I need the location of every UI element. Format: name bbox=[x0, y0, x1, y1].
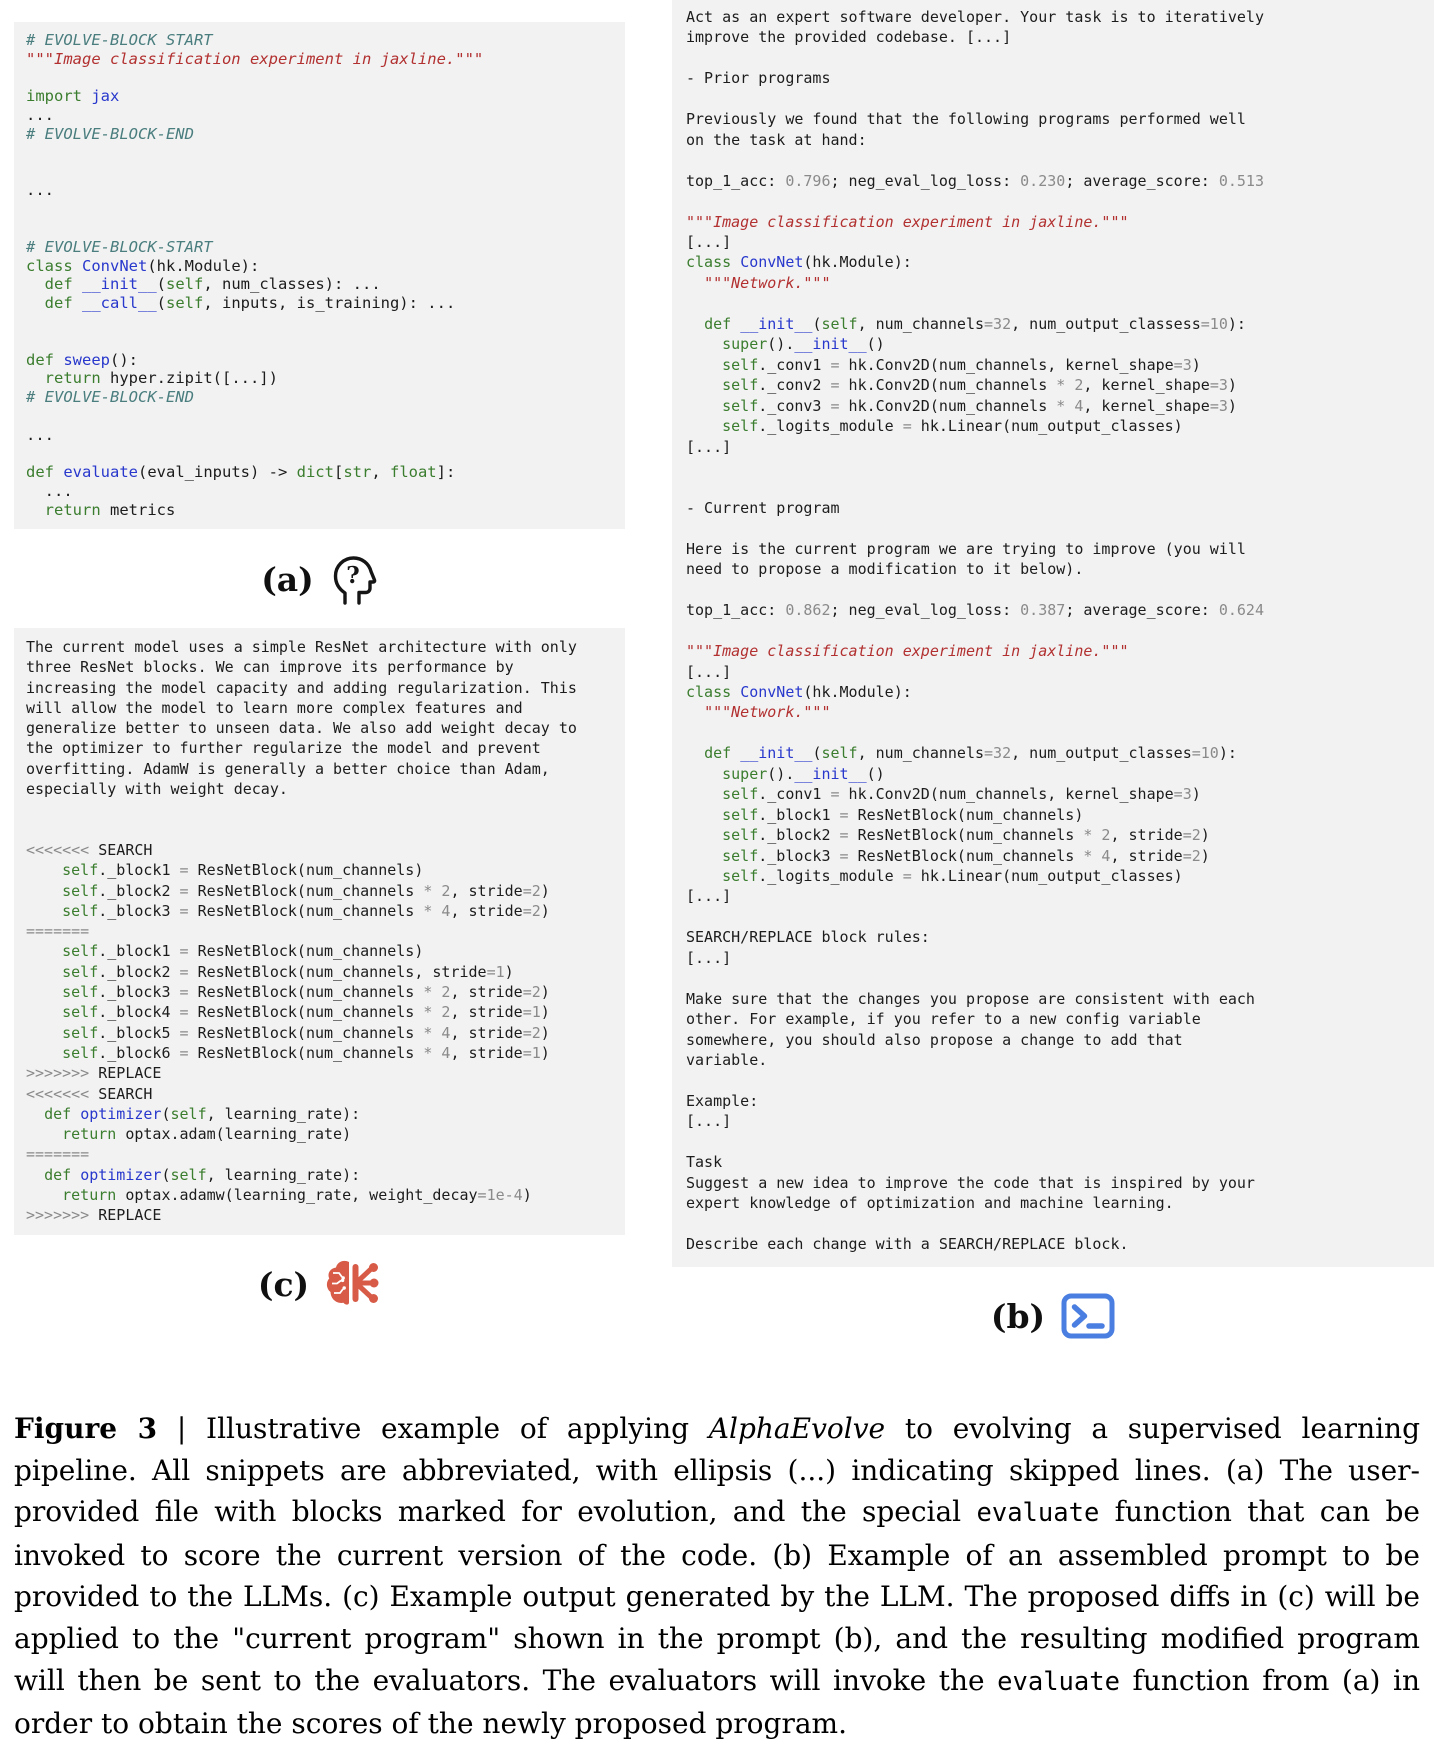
panel-b-label bbox=[672, 1282, 1434, 1350]
assembled-prompt-panel: Act as an expert software developer. Your task is to iteratively improve the provided codebase. [...] - Prior programs Previously we found that the following programs performed well on the task at hand: top_1_acc: 0.796; neg_eval_log_loss: 0.230; average_score: 0.513 """Image classification experiment in jaxline.""" [...] class ConvNet(hk.Module): """Network.""" def __init__(self, num_channels=32, num_output_classess=10): super().__init__() self._conv1 = hk.Conv2D(num_channels, kernel_shape=3) self._conv2 = hk.Conv2D(num_channels * 2, kernel_shape=3) self._conv3 = hk.Conv2D(num_channels * 4, kernel_shape=3) self._logits_module = hk.Linear(num_output_classes) [...] - Current program Here is the current program we are trying to improve (you will need to propose a modification to it below). top_1_acc: 0.862; neg_eval_log_loss: 0.387; average_score: 0.624 """Image classification experiment in jaxline.""" [...] class ConvNet(hk.Module): """Network.""" def __init__(self, num_channels=32, num_output_classes=10): super().__init__() self._conv1 = hk.Conv2D(num_channels, kernel_shape=3) self._block1 = ResNetBlock(num_channels) self._block2 = ResNetBlock(num_channels * 2, stride=2) self._block3 = ResNetBlock(num_channels * 4, stride=2) self._logits_module = hk.Linear(num_output_classes) [...] SEARCH/REPLACE block rules: [...] Make sure that the changes you propose are consistent with each other. For example, if you refer to a new config variable somewhere, you should also propose a change to add that variable. Example: [...] Task Suggest a new idea to improve the code that is inspired by your expert knowledge of optimization and machine learning. Describe each change with a SEARCH/REPLACE block. bbox=[672, 0, 1434, 1267]
user-provided-file-code-panel: # EVOLVE-BLOCK START """Image classification experiment in jaxline.""" import jax ... # EVOLVE-BLOCK-END ... # EVOLVE-BLOCK-START class ConvNet(hk.Module): def __init__(self, num_classes): ... def __call__(self, inputs, is_training): ... def sweep(): return hyper.zipit([...]) # EVOLVE-BLOCK-END ... def evaluate(eval_inputs) -> dict[str, float]: ... return metrics bbox=[14, 22, 625, 529]
svg-text:?: ? bbox=[346, 562, 360, 589]
figure-caption: Figure 3 | Illustrative example of applying AlphaEvolve to evolving a supervised learning pipeline. All snippets are abbreviated, with ellipsis (...) indicating skipped lines. (a) The user-provided file with blocks marked for evolution, and the special evaluate function that can be invoked to score the current version of the code. (b) Example of an assembled prompt to be provided to the LLMs. (c) Example output generated by the LLM. The proposed diffs in (c) will be applied to the "current program" shown in the prompt (b), and the resulting modified program will then be sent to the evaluators. The evaluators will invoke the evaluate function from (a) in order to obtain the scores of the newly proposed program. bbox=[14, 1412, 1421, 1741]
panel-c-label bbox=[14, 1250, 625, 1318]
terminal-icon bbox=[1061, 1293, 1115, 1339]
head-question-icon bbox=[330, 553, 378, 605]
panel-b-label-text: (b) bbox=[990, 1296, 1046, 1336]
panel-c-label-text: (c) bbox=[257, 1264, 310, 1304]
llm-output-diff-panel: The current model uses a simple ResNet architecture with only three ResNet blocks. We can improve its performance by increasing the model capacity and adding regularization. This will allow the model to learn more complex features and generalize better to unseen data. We also add weight decay to the optimizer to further regularize the model and prevent overfitting. AdamW is generally a better choice than Adam, especially with weight decay. <<<<<<< SEARCH self._block1 = ResNetBlock(num_channels) self._block2 = ResNetBlock(num_channels * 2, stride=2) self._block3 = ResNetBlock(num_channels * 4, stride=2) ======= self._block1 = ResNetBlock(num_channels) self._block2 = ResNetBlock(num_channels, stride=1) self._block3 = ResNetBlock(num_channels * 2, stride=2) self._block4 = ResNetBlock(num_channels * 2, stride=1) self._block5 = ResNetBlock(num_channels * 4, stride=2) self._block6 = ResNetBlock(num_channels * 4, stride=1) >>>>>>> REPLACE <<<<<<< SEARCH def optimizer(self, learning_rate): return optax.adam(learning_rate) ======= def optimizer(self, learning_rate): return optax.adamw(learning_rate, weight_decay=1e-4) >>>>>>> REPLACE bbox=[14, 628, 625, 1235]
panel-a-label-text: (a) bbox=[261, 559, 314, 599]
panel-a-label bbox=[14, 548, 625, 610]
brain-circuit-icon bbox=[325, 1258, 381, 1310]
